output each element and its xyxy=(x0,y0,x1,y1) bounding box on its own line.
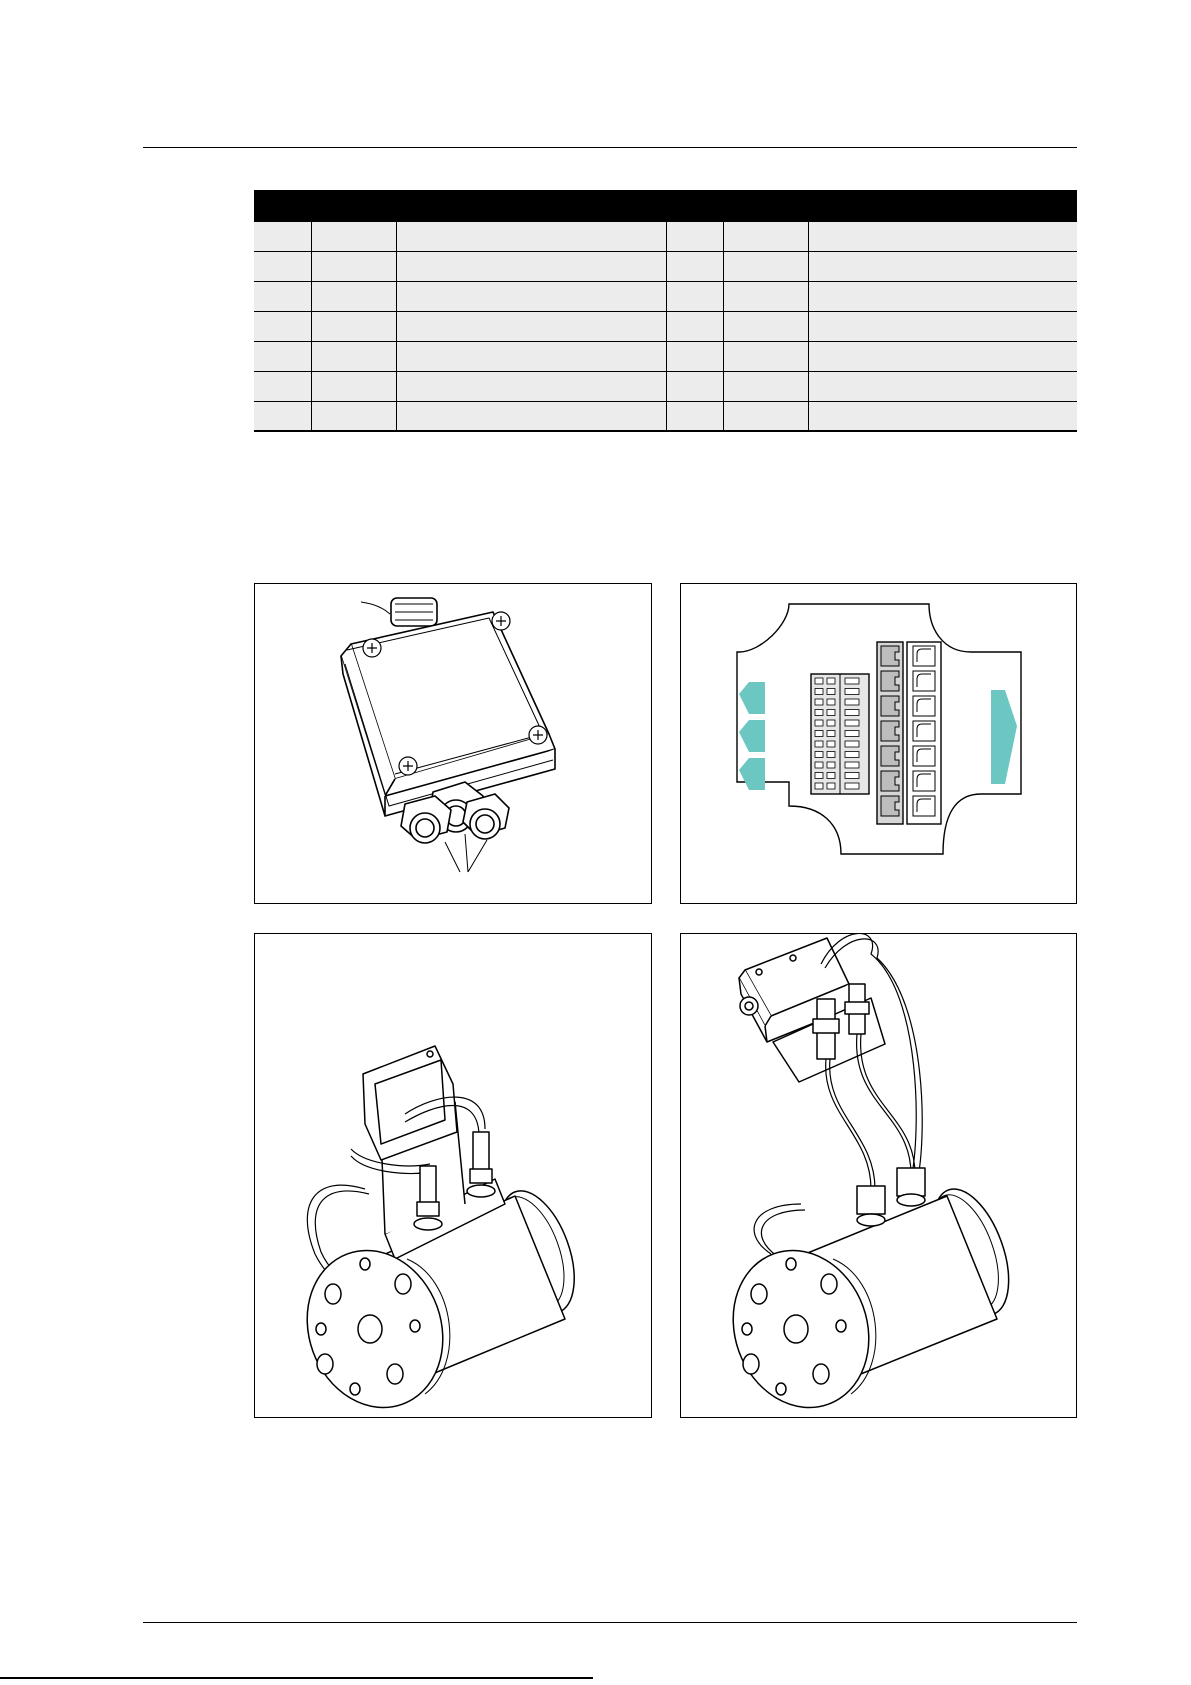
table-cell xyxy=(397,222,667,251)
table-cell xyxy=(254,342,312,371)
table-cell xyxy=(254,312,312,341)
table-row xyxy=(254,402,1077,432)
table-cell xyxy=(724,342,809,371)
table-cell xyxy=(397,372,667,401)
table-cell xyxy=(809,312,1077,341)
table-cell xyxy=(254,282,312,311)
table-cell xyxy=(809,282,1077,311)
table-cell xyxy=(312,402,397,430)
flow-meter-remote-icon xyxy=(681,934,1077,1418)
table-cell xyxy=(312,282,397,311)
table-cell xyxy=(724,402,809,430)
table-cell xyxy=(254,372,312,401)
table-cell xyxy=(397,402,667,430)
table-cell xyxy=(667,252,724,281)
table-cell xyxy=(254,222,312,251)
table-cell xyxy=(667,282,724,311)
table-cell xyxy=(809,252,1077,281)
data-table xyxy=(254,190,1077,432)
table-cell xyxy=(312,372,397,401)
table-cell xyxy=(254,252,312,281)
table-cell xyxy=(397,282,667,311)
table-cell xyxy=(312,342,397,371)
table-cell xyxy=(667,222,724,251)
terminal-block-icon xyxy=(681,584,1077,904)
footer-rule xyxy=(143,1622,1077,1623)
meter-remote-figure xyxy=(680,933,1077,1418)
table-cell xyxy=(809,342,1077,371)
table-cell xyxy=(724,252,809,281)
table-cell xyxy=(724,222,809,251)
table-cell xyxy=(312,312,397,341)
junction-box-figure xyxy=(254,583,652,904)
table-cell xyxy=(667,342,724,371)
flow-meter-mounted-icon xyxy=(255,934,652,1418)
table-row xyxy=(254,312,1077,342)
table-cell xyxy=(724,282,809,311)
terminal-block-figure xyxy=(680,583,1077,904)
left-arrow-icons xyxy=(739,682,765,790)
meter-mounted-figure xyxy=(254,933,652,1418)
header-rule xyxy=(143,147,1077,148)
table-cell xyxy=(809,372,1077,401)
table-body xyxy=(254,222,1077,432)
table-header xyxy=(254,190,1077,222)
table-row xyxy=(254,342,1077,372)
table-cell xyxy=(312,222,397,251)
footer-bar xyxy=(0,1677,593,1679)
table-cell xyxy=(667,402,724,430)
table-row xyxy=(254,222,1077,252)
table-row xyxy=(254,252,1077,282)
table-cell xyxy=(724,312,809,341)
table-cell xyxy=(397,312,667,341)
table-cell xyxy=(667,372,724,401)
table-cell xyxy=(254,402,312,430)
junction-box-icon xyxy=(255,584,652,904)
table-cell xyxy=(724,372,809,401)
table-cell xyxy=(397,342,667,371)
table-cell xyxy=(312,252,397,281)
table-cell xyxy=(809,222,1077,251)
table-cell xyxy=(397,252,667,281)
table-cell xyxy=(667,312,724,341)
table-cell xyxy=(809,402,1077,430)
table-row xyxy=(254,282,1077,312)
table-row xyxy=(254,372,1077,402)
